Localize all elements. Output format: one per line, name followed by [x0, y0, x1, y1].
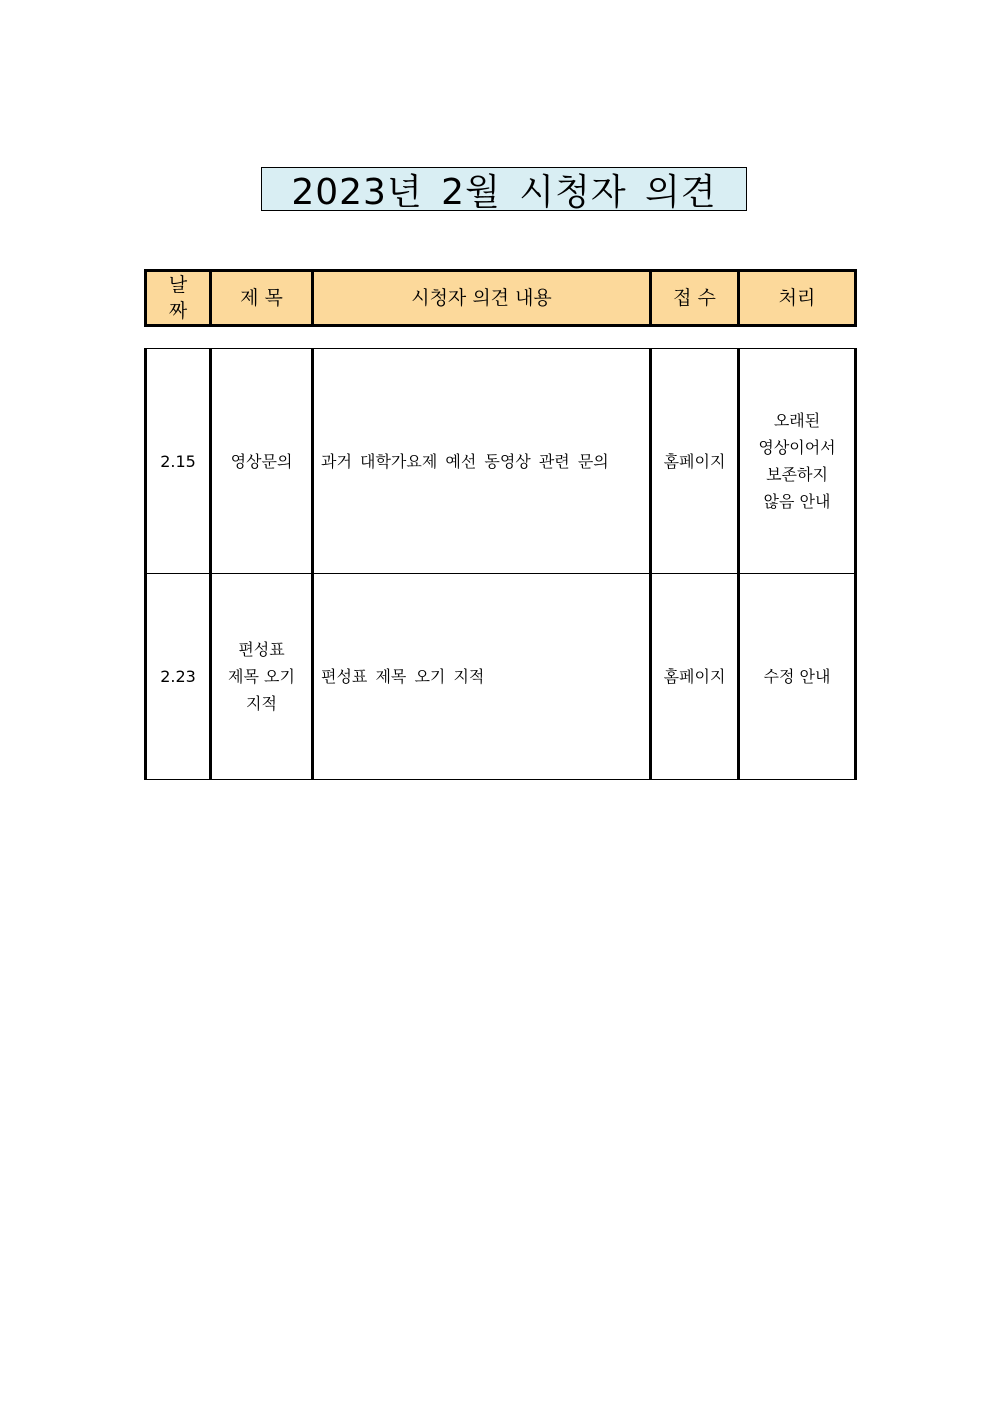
cell-subject-line: 제목 오기: [228, 667, 295, 686]
cell-action-line: 않음 안내: [763, 492, 831, 511]
column-header-content: 시청자 의견 내용: [313, 271, 651, 326]
cell-action: [739, 349, 856, 574]
cell-content: 과거 대학가요제 예선 동영상 관련 문의: [313, 349, 651, 574]
cell-date: 2.23: [146, 574, 211, 780]
header-row: [146, 271, 856, 326]
cell-action-line: 오래된: [773, 411, 821, 430]
cell-subject-line: 편성표: [238, 640, 285, 659]
column-header-date-line2: 짜: [168, 300, 188, 322]
page-title-box: [261, 167, 747, 211]
cell-content: 편성표 제목 오기 지적: [313, 574, 651, 780]
cell-channel: 홈페이지: [651, 349, 739, 574]
table-row: [146, 574, 856, 780]
cell-date: 2.15: [146, 349, 211, 574]
cell-action: [739, 574, 856, 780]
opinions-table: [144, 348, 857, 780]
cell-action-line: 수정 안내: [763, 667, 831, 686]
cell-action-line: 영상이어서: [758, 438, 836, 457]
column-header-date: [146, 271, 211, 326]
cell-subject: [211, 574, 313, 780]
page-title: 2023년 2월 시청자 의견: [291, 171, 717, 213]
column-header-action: 처리: [739, 271, 856, 326]
table-row: [146, 349, 856, 574]
cell-subject: [211, 349, 313, 574]
cell-action-line: 보존하지: [766, 465, 828, 484]
column-header-date-line1: 날: [168, 274, 188, 296]
cell-channel: 홈페이지: [651, 574, 739, 780]
column-header-subject: 제 목: [211, 271, 313, 326]
cell-subject-line: 지적: [246, 694, 277, 713]
column-header-channel: 접 수: [651, 271, 739, 326]
cell-subject-line: 영상문의: [230, 451, 293, 471]
header-table: [144, 269, 857, 327]
